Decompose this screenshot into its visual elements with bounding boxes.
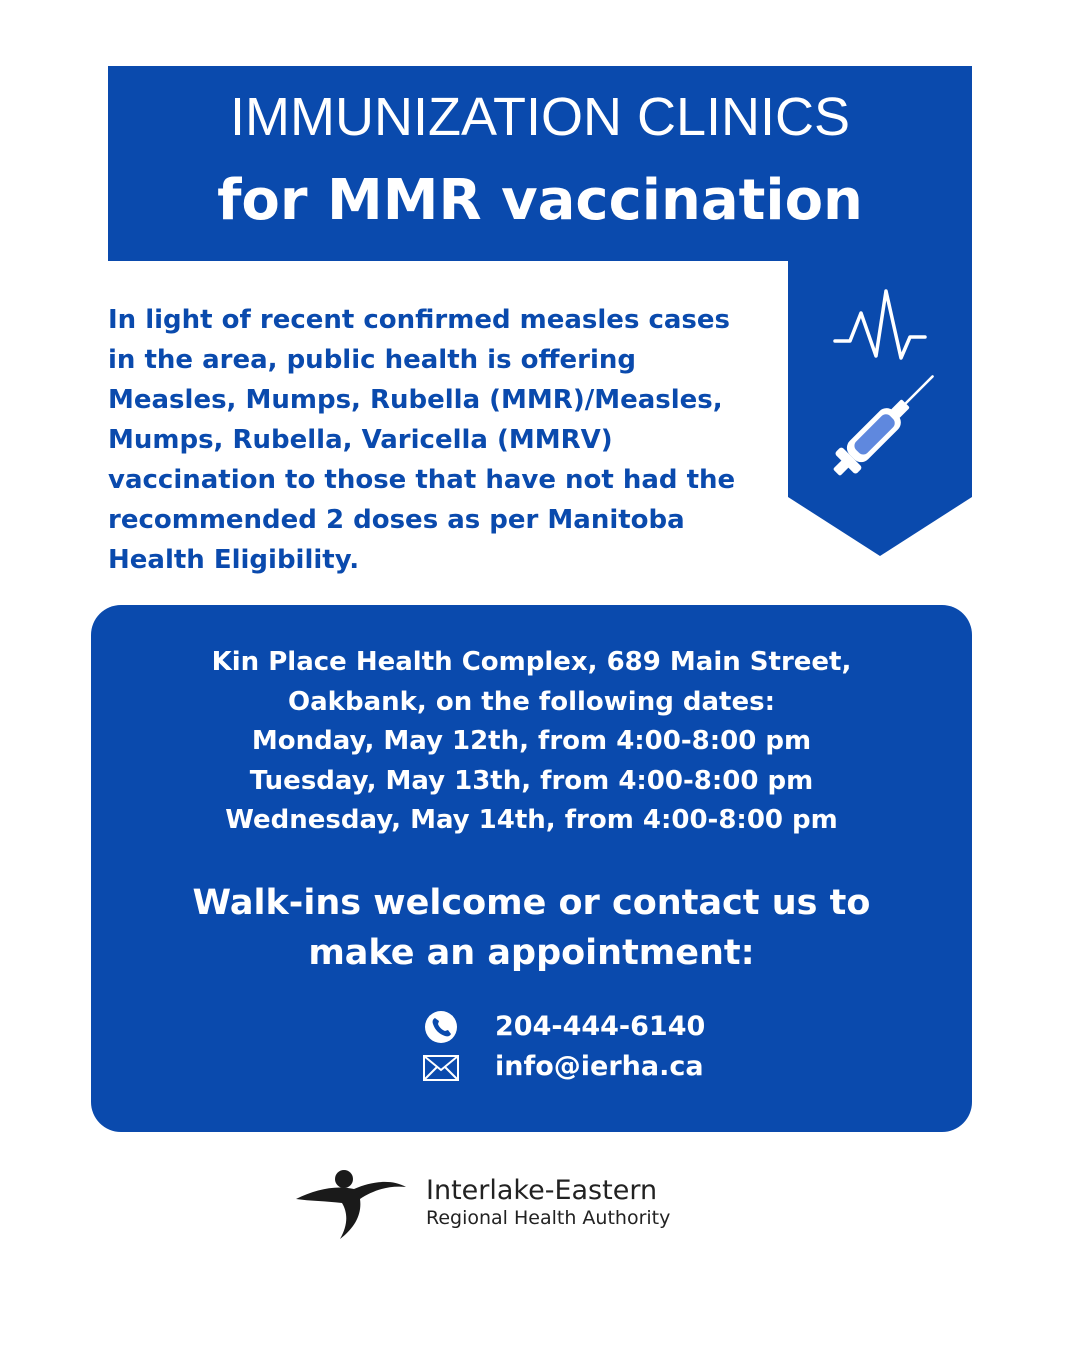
- clinic-date: Tuesday, May 13th, from 4:00-8:00 pm: [249, 765, 814, 796]
- intro-line: Health Eligibility.: [108, 545, 360, 575]
- intro-line: vaccination to those that have not had the: [108, 465, 736, 495]
- intro-line: In light of recent confirmed measles cases: [108, 305, 731, 335]
- org-logo: [296, 1165, 716, 1245]
- intro-line: Measles, Mumps, Rubella (MMR)/Measles,: [108, 385, 723, 415]
- phone-row[interactable]: [423, 1007, 843, 1047]
- org-logo-mark: [296, 1165, 411, 1241]
- location-line: Oakbank, on the following dates:: [288, 686, 775, 717]
- call-to-action: [91, 878, 972, 978]
- envelope-icon: [423, 1049, 459, 1085]
- location-line: Kin Place Health Complex, 689 Main Street,: [211, 647, 852, 677]
- page-subtitle: for MMR vaccination: [217, 168, 863, 233]
- clinic-date: Monday, May 12th, from 4:00-8:00 pm: [251, 726, 812, 756]
- page-title: IMMUNIZATION CLINICS: [230, 87, 850, 147]
- intro-line: recommended 2 doses as per Manitoba: [108, 505, 685, 535]
- org-subtitle: Regional Health Authority: [426, 1207, 671, 1229]
- org-name: Interlake-Eastern: [426, 1175, 658, 1206]
- intro-line: Mumps, Rubella, Varicella (MMRV): [108, 425, 613, 455]
- clinic-schedule: [91, 643, 972, 841]
- intro-line: in the area, public health is offering: [108, 345, 637, 375]
- cta-line: Walk-ins welcome or contact us to: [192, 883, 871, 923]
- phone-icon: [423, 1009, 459, 1045]
- cta-line: make an appointment:: [308, 933, 755, 973]
- ribbon-shape: [788, 261, 972, 556]
- clinic-date: Wednesday, May 14th, from 4:00-8:00 pm: [225, 805, 838, 835]
- ribbon-badge: [788, 261, 972, 556]
- email-address[interactable]: info@ierha.ca: [495, 1051, 704, 1082]
- header-banner: [108, 66, 972, 261]
- email-row[interactable]: [423, 1047, 843, 1087]
- contact-list: [423, 1007, 843, 1087]
- clinic-info-panel: [91, 605, 972, 1132]
- phone-number[interactable]: 204-444-6140: [495, 1011, 706, 1042]
- intro-paragraph: [108, 300, 778, 580]
